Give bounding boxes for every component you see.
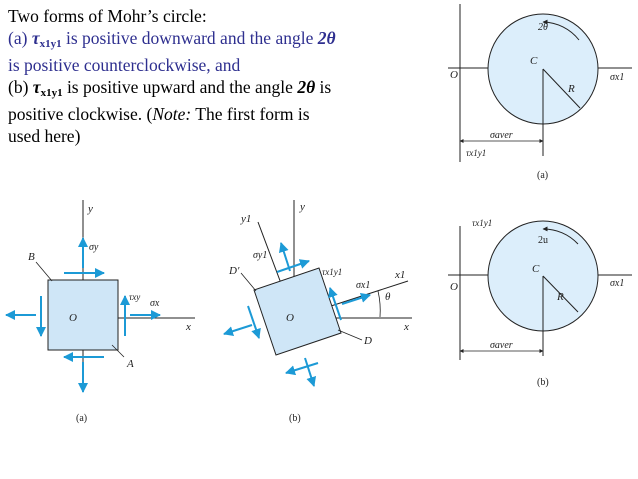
rotated-element [254,268,341,355]
radius-label: R [568,83,575,95]
caption-b: (b) [537,377,549,388]
y-axis-label: y [300,201,305,213]
item-b-line2: positive clockwise. ( [8,104,153,124]
sigma-y-label: σy [89,242,99,253]
origin-label: O [286,312,294,324]
sigma-x1-label: σx1 [610,278,625,289]
stress-element-square [48,280,118,350]
origin-label: O [450,281,458,293]
sigma-y1-bottom-arrow [305,358,314,386]
tau-symbol: τ [31,27,40,48]
radius-label: R [557,291,564,303]
tau-xy-label: τxy [129,292,141,302]
leader-b [36,262,52,281]
sigma-x1-right-arrow [342,295,370,304]
caption-element-b: (b) [289,413,301,424]
item-a-text: is positive downward and the angle [61,27,318,48]
tau-subscript: x1y1 [40,86,63,99]
sigma-y1-label: σy1 [253,250,268,261]
sigma-aver-label: σaver [490,340,513,351]
origin-label: O [450,69,458,81]
mohr-circle-a [448,4,632,181]
face-d-prime-label: D′ [229,265,240,277]
item-b-prefix: (b) [8,76,33,97]
angle-label: 2θ [538,22,548,33]
sigma-x1-left-arrow [224,325,252,334]
tau-subscript: x1y1 [39,37,62,50]
caption-a: (a) [537,170,549,181]
item-b-text: is positive upward and the angle [62,76,298,97]
stress-element-a [6,200,195,424]
note-label: Note: [152,104,192,124]
center-label: C [532,263,540,275]
angle-label: 2u [538,235,548,246]
tau-symbol: τ [32,76,41,97]
tau-x1y1-label: τx1y1 [472,218,493,228]
sigma-x1-label: σx1 [610,72,625,83]
caption-element-a: (a) [76,413,88,424]
tau-x1y1-label: τx1y1 [466,148,487,158]
two-theta: 2θ [297,76,316,97]
face-a-label: A [127,358,134,370]
item-a-prefix: (a) [8,27,32,48]
stress-element-b [224,200,412,424]
x1-axis-label: x1 [395,269,406,281]
tau-left-arrow [248,306,259,338]
mohr-circle-b [448,218,632,388]
y-axis-label: y [88,203,93,215]
origin-label: O [69,312,77,324]
intro-line-1: Two forms of Mohr’s circle: [8,6,207,26]
center-label: C [530,55,538,67]
x-axis-label: x [404,321,409,333]
intro-item-b-line3: used here) [8,125,81,146]
sigma-aver-label: σaver [490,130,513,141]
theta-label: θ [385,291,391,303]
face-d-label: D [364,335,372,347]
sigma-y1-top-arrow [281,243,290,271]
tau-bottom-arrow [286,363,318,373]
x-axis-label: x [186,321,191,333]
face-b-label: B [28,251,35,263]
intro-item-a-end: is positive counterclockwise, and [8,55,241,75]
tau-top-arrow [277,261,309,272]
theta-arc [378,291,380,317]
leader-d [338,330,362,340]
item-b-line2-end: The first form is [191,104,310,124]
leader-d-prime [241,273,256,291]
sigma-x1-label: σx1 [356,280,371,291]
y1-axis-label: y1 [241,213,252,225]
tau-x1y1-label: τx1y1 [322,267,343,277]
two-theta: 2θ [317,27,336,48]
sigma-x-label: σx [150,298,160,309]
item-b-is: is [315,76,332,97]
